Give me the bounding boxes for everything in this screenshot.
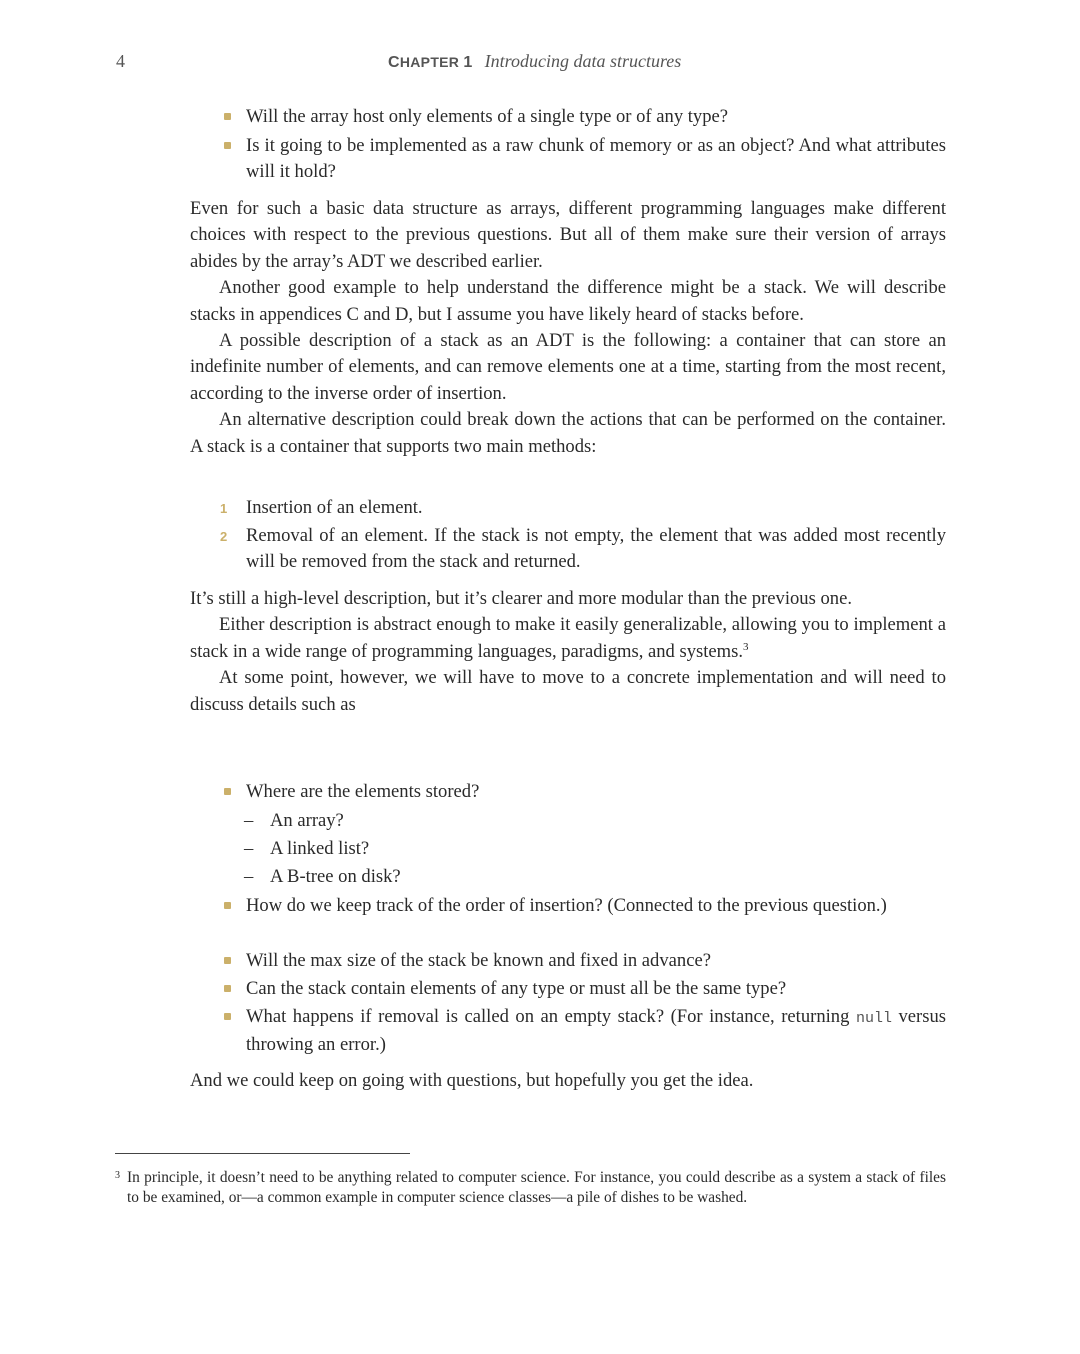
bullet-icon <box>224 985 231 992</box>
list-item: What happens if removal is called on an empty stack? (For instance, returning null versus throwing an error.) <box>246 1004 946 1059</box>
bullet-icon <box>224 788 231 795</box>
running-header <box>388 51 681 72</box>
numbered-item: 1 Insertion of an element. <box>246 495 946 521</box>
paragraph: Either description is abstract enough to make it easily generalizable, allowing you to implement a stack in a wide range of programming languages, paradigms, and systems.$^3$ <box>190 614 946 662</box>
paragraph: Even for such a basic data structure as arrays, different programming languages make different choices with respect to the previous questions. But all of them make sure their version of arrays abides by the array’s ADT we described earlier. <box>190 198 946 272</box>
list-number: 2 <box>220 529 228 544</box>
inline-code: null <box>855 1010 892 1027</box>
chapter-title: Introducing data structures <box>484 51 682 71</box>
paragraph: It’s still a high-level description, but it’s clearer and more modular than the previous one. <box>190 588 852 609</box>
bullet-icon <box>224 957 231 964</box>
paragraph: A possible description of a stack as an ADT is the following: a container that can store an indefinite number of elements, and can remove elements one at a time, starting from the most recent, according to the inverse order of insertion. <box>190 330 946 404</box>
numbered-item: 2 Removal of an element. If the stack is not empty, the element that was added most recently will be removed from the stack and returned. <box>220 525 946 573</box>
footnote-ref: 3 <box>743 640 749 653</box>
bullet-icon <box>224 902 231 909</box>
footnote-divider <box>115 1153 410 1154</box>
paragraph: At some point, however, we will have to move to a concrete implementation and will need to discuss details such as <box>190 667 946 715</box>
body-text-1 <box>190 196 946 460</box>
list-number: 1 <box>220 501 228 516</box>
sub-list-item: – A B-tree on disk? <box>244 866 401 887</box>
sub-list-item: – An array? <box>244 810 344 831</box>
bullet-icon <box>224 1013 231 1020</box>
bullet-icon <box>224 113 231 120</box>
list-item: Can the stack contain elements of any type or must all be the same type? <box>246 976 946 1002</box>
list-item: Is it going to be implemented as a raw chunk of memory or as an object? And what attributes will it hold? <box>246 133 946 186</box>
paragraph: An alternative description could break down the actions that can be performed on the container. A stack is a container that supports two main methods: <box>190 409 946 457</box>
footnote: 3 In principle, it doesn’t need to be anything related to computer science. For instance, you could describe as a system a stack of files to be examined, or—a common example in computer science classes—a pile of dishes to be washed. <box>115 1169 946 1206</box>
sub-list-item: – A linked list? <box>244 838 370 859</box>
chapter-label: CHAPTER 1 <box>388 54 473 71</box>
list-item: Where are the elements stored? <box>246 779 946 805</box>
list-item: Will the array host only elements of a single type or of any type? <box>246 104 946 130</box>
list-item: How do we keep track of the order of insertion? (Connected to the previous question.) <box>246 893 946 919</box>
page-number: 4 <box>116 51 125 71</box>
paragraph: Another good example to help understand the difference might be a stack. We will describe stacks in appendices C and D, but I assume you have likely heard of stacks before. <box>190 277 946 325</box>
closing-paragraph: And we could keep on going with questions, but hopefully you get the idea. <box>190 1070 754 1091</box>
list-item: Will the max size of the stack be known and fixed in advance? <box>246 948 946 974</box>
bullet-icon <box>224 142 231 149</box>
body-text-2 <box>190 586 946 718</box>
